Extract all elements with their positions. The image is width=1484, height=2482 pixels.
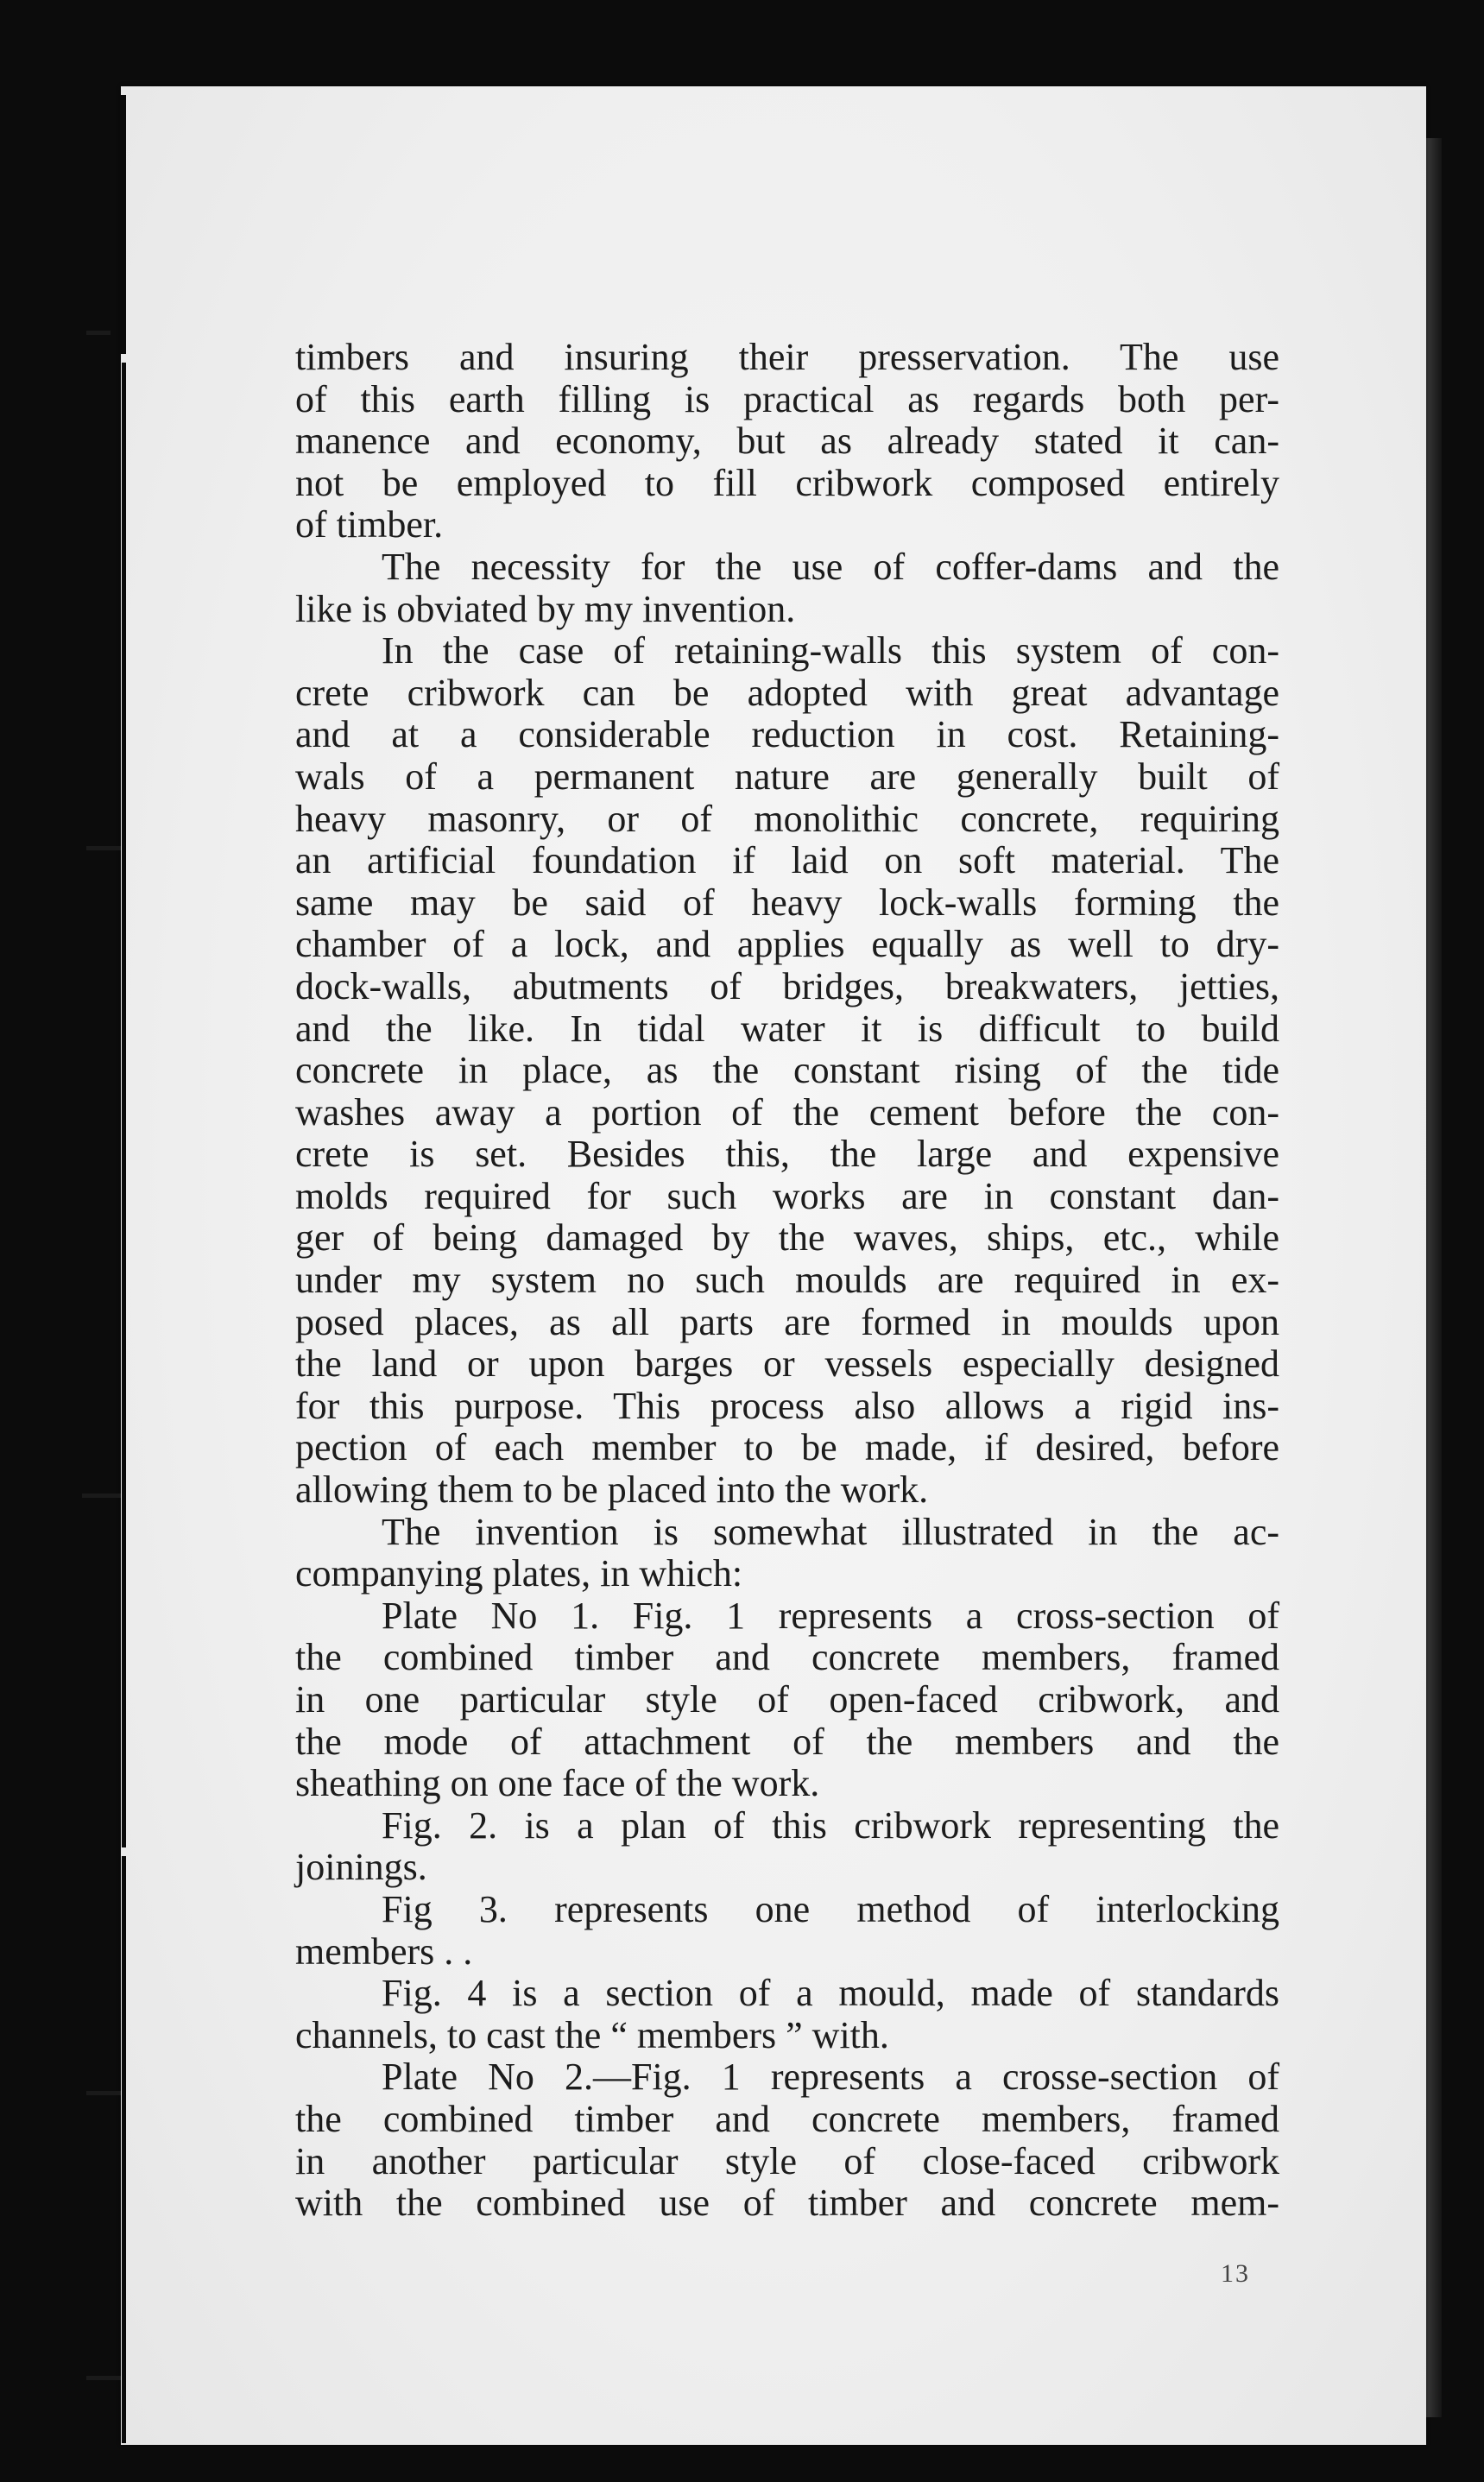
text-line: manence and economy, but as already stated it can-: [295, 420, 1279, 463]
binding-edge-upper: [120, 95, 126, 354]
text-line: concrete in place, as the constant rising of the tide: [295, 1049, 1279, 1092]
binding-mark: [86, 2091, 121, 2095]
binding-edge-middle: [122, 363, 126, 1847]
text-line: in another particular style of close-faced cribwork: [295, 2139, 1279, 2182]
text-line: under my system no such moulds are required in ex-: [295, 1259, 1279, 1302]
text-line: an artificial foundation if laid on soft material. The: [295, 839, 1279, 882]
body-text: [295, 337, 1279, 2225]
text-line: members . .: [295, 1929, 473, 1973]
text-line: for this purpose. This process also allows a rigid ins-: [295, 1384, 1279, 1427]
text-line: pection of each member to be made, if desired, before: [295, 1426, 1279, 1469]
text-line: dock-walls, abutments of bridges, breakwaters, jetties,: [295, 964, 1279, 1007]
text-line: in one particular style of open-faced cribwork, and: [295, 1678, 1279, 1721]
binding-mark: [86, 2376, 121, 2380]
text-line: crete cribwork can be adopted with great advantage: [295, 671, 1279, 714]
binding-mark: [86, 846, 121, 850]
text-line: of timber.: [295, 503, 444, 546]
text-line: with the combined use of timber and concrete mem-: [295, 2182, 1279, 2225]
text-line: the mode of attachment of the members and the: [295, 1720, 1279, 1763]
text-line: the combined timber and concrete members, framed: [295, 1636, 1279, 1679]
text-line: the combined timber and concrete members, framed: [295, 2097, 1279, 2140]
binding-mark: [86, 331, 111, 335]
binding-edge-lower: [122, 1856, 126, 2443]
text-line: companying plates, in which:: [295, 1552, 743, 1595]
text-line: and at a considerable reduction in cost. Retaining-: [295, 713, 1279, 756]
page-number: 13: [1221, 2259, 1250, 2288]
text-line: chamber of a lock, and applies equally as well to dry-: [295, 923, 1279, 966]
text-line: timbers and insuring their presservation. The use: [295, 336, 1279, 378]
text-line: The necessity for the use of coffer-dams and the: [382, 545, 1279, 588]
text-line: Plate No 2.—Fig. 1 represents a crosse-section of: [382, 2056, 1279, 2099]
text-line: washes away a portion of the cement before the con-: [295, 1090, 1279, 1134]
text-line: same may be said of heavy lock-walls forming the: [295, 881, 1279, 924]
text-line: Plate No 1. Fig. 1 represents a cross-section of: [382, 1594, 1279, 1637]
text-line: sheathing on one face of the work.: [295, 1762, 820, 1805]
page-edge-shadow: [1426, 138, 1442, 2417]
text-line: ger of being damaged by the waves, ships, etc., while: [295, 1216, 1279, 1260]
text-line: of this earth filling is practical as regards both per-: [295, 377, 1279, 420]
text-line: Fig 3. represents one method of interlocking: [382, 1887, 1279, 1930]
text-line: the land or upon barges or vessels especially designed: [295, 1342, 1279, 1386]
text-line: crete is set. Besides this, the large and expensive: [295, 1133, 1279, 1176]
text-line: and the like. In tidal water it is difficult to build: [295, 1007, 1279, 1050]
text-line: Fig. 2. is a plan of this cribwork representing the: [382, 1803, 1279, 1847]
text-line: not be employed to fill cribwork composed entirely: [295, 461, 1279, 504]
text-line: In the case of retaining-walls this system of con-: [382, 629, 1279, 673]
binding-mark: [82, 1494, 121, 1498]
text-line: Fig. 4 is a section of a mould, made of standards: [382, 1972, 1279, 2015]
text-line: like is obviated by my invention.: [295, 587, 796, 630]
text-line: joinings.: [295, 1846, 427, 1889]
text-line: molds required for such works are in constant dan-: [295, 1174, 1279, 1217]
text-line: wals of a permanent nature are generally built of: [295, 755, 1279, 798]
text-line: allowing them to be placed into the work.: [295, 1468, 929, 1512]
text-line: channels, to cast the “ members ” with.: [295, 2013, 889, 2056]
text-line: heavy masonry, or of monolithic concrete, requiring: [295, 797, 1279, 840]
text-line: posed places, as all parts are formed in moulds upon: [295, 1300, 1279, 1343]
text-line: The invention is somewhat illustrated in the ac-: [382, 1510, 1279, 1553]
